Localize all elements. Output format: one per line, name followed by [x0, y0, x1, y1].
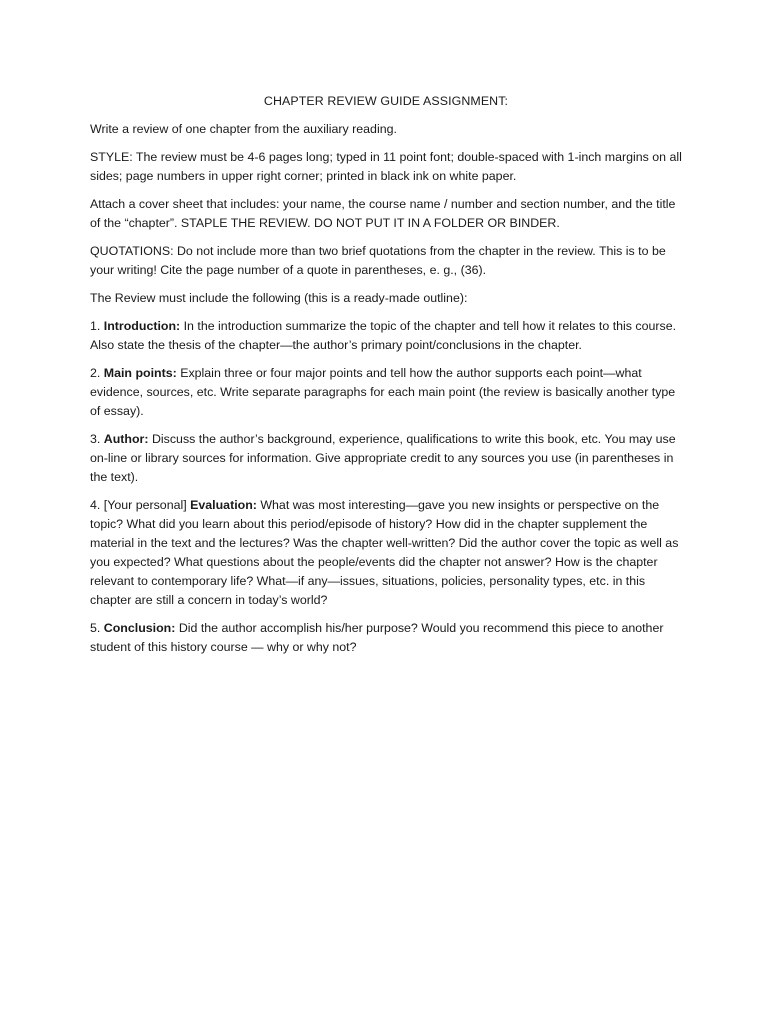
intro-paragraph: Write a review of one chapter from the auxiliary reading.	[90, 122, 397, 136]
document-page	[90, 92, 682, 666]
document-title: CHAPTER REVIEW GUIDE ASSIGNMENT:	[263, 94, 509, 108]
item-text: Did the author accomplish his/her purpose? Would you recommend this piece to another student of this history course — why or why not?	[90, 621, 664, 654]
item-label: Author:	[103, 432, 149, 446]
item-label: Introduction:	[103, 319, 181, 333]
item-prefix: 5.	[90, 621, 104, 635]
item-label: Main points:	[103, 366, 177, 380]
item-text: In the introduction summarize the topic of the chapter and tell how it relates to this course. Also state the thesis of the chapter—the author’s primary point/conclusions in the chapter.	[90, 319, 677, 352]
item-label: Conclusion:	[103, 621, 176, 635]
item-prefix: 4. [Your personal]	[90, 498, 191, 512]
cover-sheet-paragraph: Attach a cover sheet that includes: your name, the course name / number and section number, and the title of the “chapter”. STAPLE THE REVIEW. DO NOT PUT IT IN A FOLDER OR BINDER.	[90, 197, 676, 230]
item-label: Evaluation:	[190, 498, 257, 512]
item-prefix: 3.	[90, 432, 104, 446]
style-paragraph: STYLE: The review must be 4-6 pages long; typed in 11 point font; double-spaced with 1-inch margins on all sides; page numbers in upper right corner; printed in black ink on white paper.	[90, 150, 682, 183]
item-prefix: 1.	[90, 319, 104, 333]
outline-item-introduction	[90, 317, 682, 355]
outline-item-conclusion	[90, 619, 682, 657]
item-text: What was most interesting—gave you new insights or perspective on the topic? What did you learn about this period/episode of history? How did in the chapter supplement the material in the text and the lectures? Was the chapter well-written? Did the author cover the topic as well as you expected? What questions about the people/events did the chapter not answer? How is the chapter relevant to contemporary life? What—if any—issues, situations, policies, personality types, etc. in this chapter are still a concern in today’s world?	[90, 498, 679, 607]
item-prefix: 2.	[90, 366, 104, 380]
outline-intro-paragraph: The Review must include the following (this is a ready-made outline):	[90, 291, 468, 305]
quotations-paragraph: QUOTATIONS: Do not include more than two brief quotations from the chapter in the review. This is to be your writing! Cite the page number of a quote in parentheses, e. g., (36).	[90, 244, 666, 277]
outline-item-evaluation	[90, 496, 682, 610]
item-text: Discuss the author’s background, experience, qualifications to write this book, etc. You may use on-line or library sources for information. Give appropriate credit to any sources you use (in parentheses in the text).	[90, 432, 676, 484]
outline-item-main-points	[90, 364, 682, 421]
outline-item-author	[90, 430, 682, 487]
item-text: Explain three or four major points and tell how the author supports each point—what evidence, sources, etc. Write separate paragraphs for each main point (the review is basically another type of essay).	[90, 366, 676, 418]
